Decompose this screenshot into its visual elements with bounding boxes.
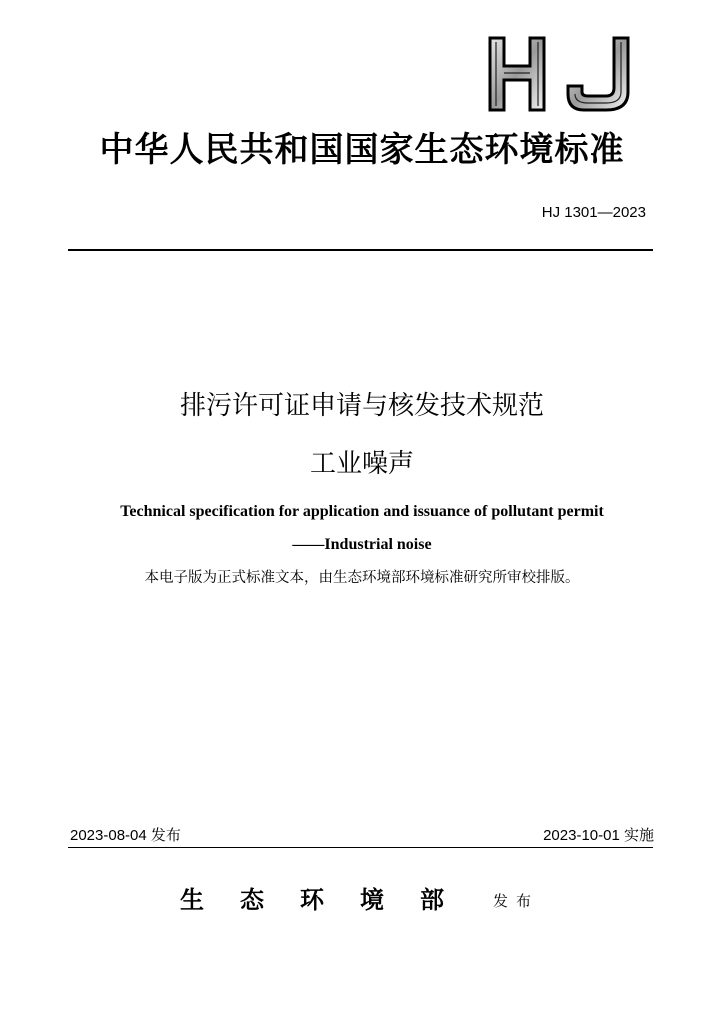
document-subtitle-cn: 工业噪声 [309, 449, 414, 479]
issue-date: 2023-08-04 发布 [70, 827, 181, 844]
issuing-action: 发布 [493, 892, 540, 910]
organization-title: 中华人民共和国国家生态环境标准 [99, 130, 625, 170]
document-subtitle-en: ——Industrial noise [292, 536, 432, 553]
implementation-date: 2023-10-01 实施 [543, 827, 654, 844]
issuing-authority: 生态环境部 [180, 885, 480, 914]
standard-number: HJ 1301—2023 [541, 204, 646, 221]
hj-logo [488, 36, 632, 112]
header-divider [68, 249, 653, 251]
footer-divider [68, 847, 653, 848]
document-title-cn: 排污许可证申请与核发技术规范 [179, 391, 544, 421]
document-title-en: Technical specification for application and issuance of pollutant permit [120, 503, 604, 520]
edition-note: 本电子版为正式标准文本，由生态环境部环境标准研究所审校排版。 [144, 570, 580, 586]
